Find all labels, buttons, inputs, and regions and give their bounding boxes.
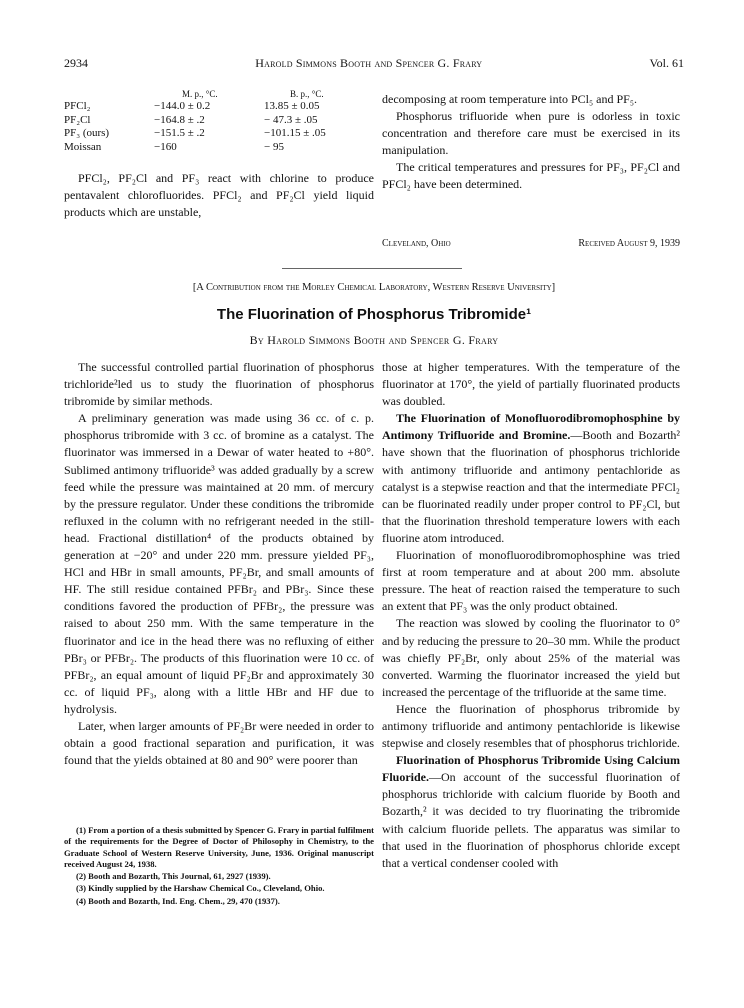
footnote: (3) Kindly supplied by the Harshaw Chemical Co., Cleveland, Ohio. — [76, 883, 325, 894]
paragraph: The critical temperatures and pressures for PF₃, PF₂Cl and PFCl₂ have been determined. — [382, 160, 680, 192]
paragraph — [382, 752, 680, 872]
footnote: (1) From a portion of a thesis submitted by Spencer G. Frary in partial fulfilment of the requirements for the Degree of Doctor of Philosophy in Chemistry, to the Graduate School of Western Reserve University, June, 1936. Original manuscript received August 24, 1938. — [64, 825, 374, 869]
previous-article-left-text — [64, 170, 374, 221]
boiling-point: 13.85 ± 0.05 — [264, 100, 320, 112]
paragraph: Phosphorus trifluoride when pure is odorless in toxic concentration and therefore care must be exercised in its manipulation. — [382, 109, 680, 158]
article-signoff — [382, 238, 680, 249]
table-row — [64, 141, 374, 155]
paragraph-body: —Booth and Bozarth² have shown that the fluorination of phosphorus trichloride with antimony trifluoride and antimony pentachloride as catalyst is a stepwise reaction and that the intermediate PFCl₂ can be fluorinated readily under proper control to PF₂Cl, but that the fluorination threshold temperature lowers with each fluorine atom introduced. — [382, 428, 680, 545]
melting-point: −160 — [154, 140, 177, 153]
signoff-place: Cleveland, Ohio — [382, 238, 451, 249]
melting-point: −144.0 ± 0.2 — [154, 100, 211, 112]
affiliation: [A Contribution from the Morley Chemical Laboratory, Western Reserve University] — [192, 282, 556, 293]
paragraph: those at higher temperatures. With the temperature of the fluorinator at 170°, the yield of partially fluorinated products was doubled. — [382, 360, 680, 409]
left-column — [64, 359, 374, 769]
compound-name: Moissan — [64, 140, 102, 153]
paragraph: decomposing at room temperature into PCl₅ and PF₅. — [382, 92, 637, 106]
footnote: (2) Booth and Bozarth, This Journal, 61, 2927 (1939). — [76, 871, 271, 882]
article-title: The Fluorination of Phosphorus Tribromide¹ — [216, 306, 532, 323]
melting-point: −164.8 ± .2 — [154, 113, 205, 126]
paragraph — [382, 410, 680, 547]
right-column — [382, 359, 680, 872]
paragraph: PFCl₂, PF₂Cl and PF₃ react with chlorine to produce pentavalent chlorofluorides. PFCl₂ and PF₂Cl yield liquid products which are unstable, — [64, 171, 374, 220]
table-row — [64, 127, 374, 141]
header-melting-point: M. p., °C. — [182, 89, 218, 99]
melting-point: −151.5 ± .2 — [154, 127, 205, 139]
section-divider — [282, 268, 462, 269]
section-heading: The Fluorination of Monofluorodibromophosphine by Antimony Trifluoride and Bromine. — [382, 411, 680, 443]
paragraph: Fluorination of monofluorodibromophosphine was tried first at room temperature and at about 200 mm. absolute pressure. The heat of reaction raised the temperature to such an extent that PF₃ was the only product obtained. — [382, 548, 680, 614]
signoff-received: Received August 9, 1939 — [578, 238, 680, 249]
table-row — [64, 100, 374, 114]
properties-table — [64, 88, 374, 154]
boiling-point: −101.15 ± .05 — [264, 127, 326, 139]
footnotes — [64, 825, 374, 908]
footnote: (4) Booth and Bozarth, Ind. Eng. Chem., 29, 470 (1937). — [76, 895, 280, 906]
paragraph: Hence the fluorination of phosphorus tribromide by antimony trifluoride and antimony pentachloride is likewise stepwise and closely resembles that of phosphorus trichloride. — [382, 701, 680, 751]
paragraph: A preliminary generation was made using 36 cc. of c. p. phosphorus tribromide with 3 cc. of bromine as a catalyst. The fluorinator was immersed in a Dewar of water heated to +80°. Sublimed antimony trifluoride³ was added gradually by a screw feed while the pressure was maintained at 20 mm. of mercury by the pressure regulator. Under these conditions the tribromide refluxed in the column with no refrigerant needed in the still-head. Fractional distillation⁴ of the products obtained by generation at −20° and under 220 mm. pressure yielded PF₃, HCl and HBr in small amounts, PF₂Br, and small amounts of HF. The still residue contained PFBr₂ and PBr₃. Since these conditions favored the production of PFBr₂, the pressure was raised to about 250 mm. With the same temperature in the fluorinator and ice in the head there was no refluxing of either PBr₃ or PFBr₂. The products of this fluorination were 10 cc. of PFBr₂, an equal amount of liquid PF₂Br and approximately 30 cc. of liquid PF₃, along with a little HBr and HF due to hydrolysis. — [64, 411, 374, 716]
page-number: 2934 — [64, 56, 88, 70]
running-title: Harold Simmons Booth and Spencer G. Frary — [255, 56, 483, 70]
paragraph: The successful controlled partial fluorination of phosphorus trichloride²led us to study the fluorination of phosphorus tribromide by similar methods. — [64, 360, 374, 409]
paragraph: Later, when larger amounts of PF₂Br were needed in order to obtain a good fractional separation and purification, it was found that the yields obtained at 80 and 90° were poorer than — [64, 718, 374, 768]
table-row — [64, 114, 374, 128]
header-boiling-point: B. p., °C. — [290, 89, 324, 99]
paragraph-body: —On account of the successful fluorination of phosphorus trichloride with calcium fluoride by Booth and Bozarth,² it was decided to try fluorinating the tribromide with calcium fluoride pellets. The apparatus was similar to that used in the fluorination of phosphorus chloride except that a vertical condenser cooled with — [382, 770, 680, 870]
boiling-point: − 47.3 ± .05 — [264, 113, 318, 126]
running-head — [64, 56, 684, 74]
byline: By Harold Simmons Booth and Spencer G. Frary — [249, 333, 499, 347]
compound-name: PF₂Cl — [64, 113, 91, 126]
table-header — [64, 88, 374, 100]
paragraph: The reaction was slowed by cooling the fluorinator to 0° and by reducing the pressure to 20–30 mm. While the product was chiefly PF₂Br, only about 25% of the material was converted. Warming the fluorinator increased the yield but increased the percentage of the trifluoride at the same time. — [382, 616, 680, 699]
previous-article-right-text — [382, 91, 680, 194]
boiling-point: − 95 — [264, 140, 284, 153]
volume-label: Vol. 61 — [649, 56, 684, 70]
compound-name: PFCl₂ — [64, 100, 91, 112]
compound-name: PF₃ (ours) — [64, 127, 110, 139]
section-heading: Fluorination of Phosphorus Tribromide Using Calcium Fluoride. — [382, 753, 680, 785]
